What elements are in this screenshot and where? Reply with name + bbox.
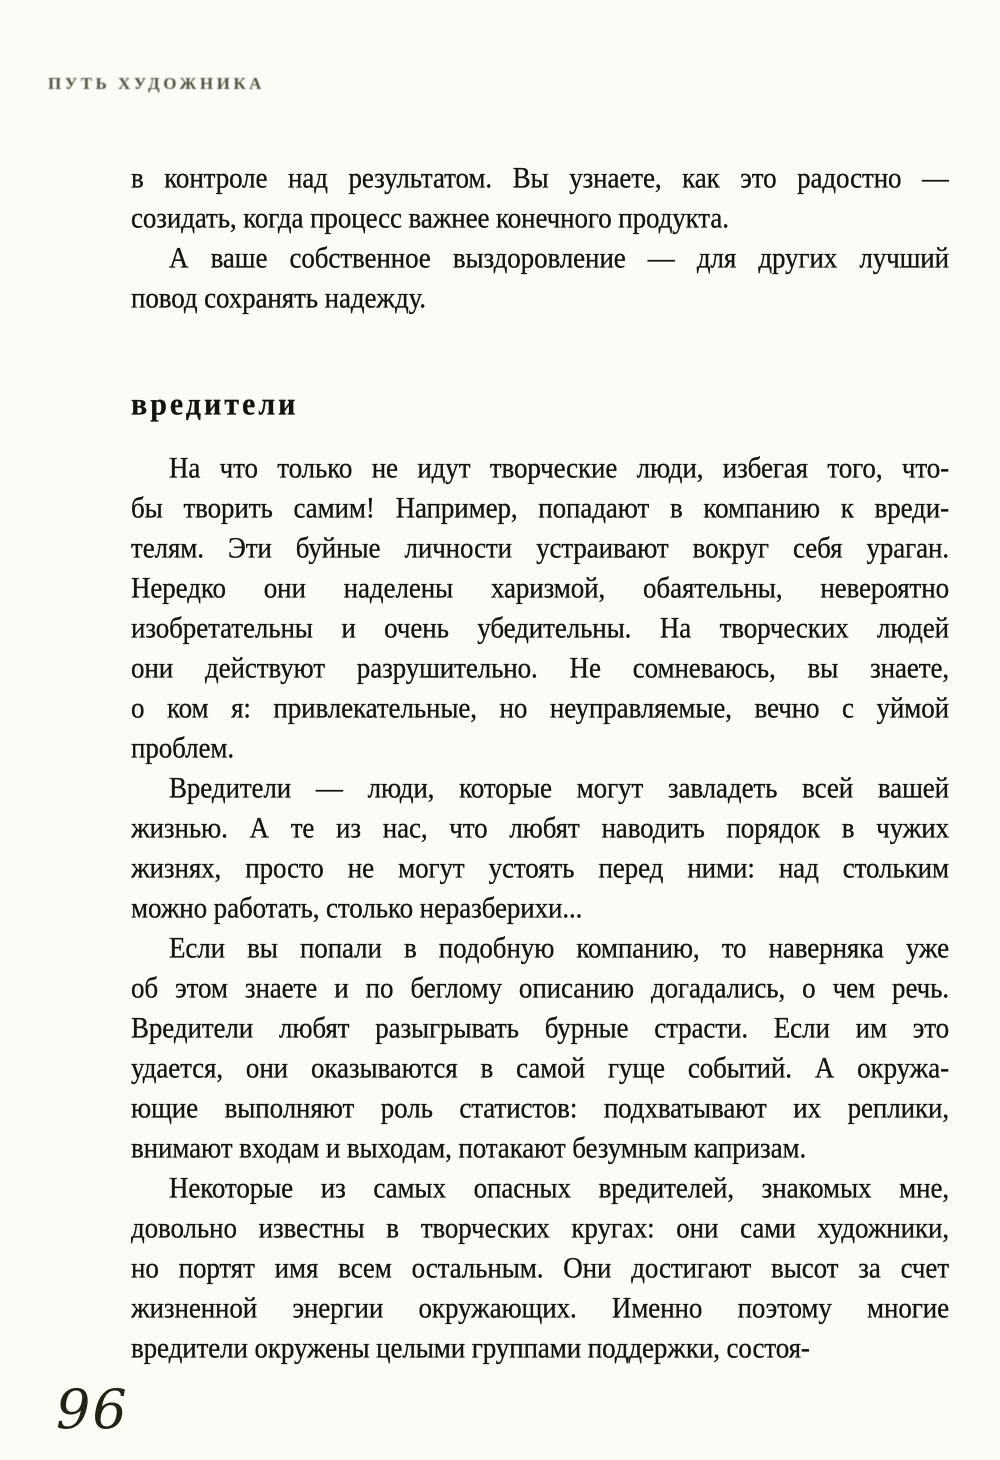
text-line: жизнях, просто не могут устоять перед ними: над стольким — [131, 851, 949, 885]
text-line: Если вы попали в подобную компанию, то наверняка уже — [169, 931, 949, 965]
text-line: созидать, когда процесс важнее конечного продукта. — [131, 201, 729, 235]
text-line: изобретательны и очень убедительны. На творческих людей — [131, 611, 949, 645]
text-line: телям. Эти буйные личности устраивают вокруг себя ураган. — [131, 531, 949, 565]
running-header: ПУТЬ ХУДОЖНИКА — [48, 74, 265, 93]
body-paragraphs — [131, 448, 949, 1368]
text-line: удается, они оказываются в самой гуще событий. А окружа- — [131, 1051, 949, 1085]
text-line: в контроле над результатом. Вы узнаете, как это радостно — — [131, 161, 949, 195]
text-line: А ваше собственное выздоровление — для других лучший — [169, 241, 949, 275]
section-heading: вредители — [131, 387, 299, 422]
text-line: довольно известны в творческих кругах: они сами художники, — [131, 1211, 949, 1245]
text-line: жизнью. А те из нас, что любят наводить порядок в чужих — [131, 811, 949, 845]
text-line: внимают входам и выходам, потакают безумным капризам. — [131, 1131, 807, 1165]
page-number: 96 — [56, 1378, 129, 1441]
paragraph — [131, 768, 949, 928]
text-line: но портят имя всем остальным. Они достигают высот за счет — [131, 1251, 949, 1285]
paragraph — [131, 928, 949, 1168]
paragraph — [131, 448, 949, 768]
text-line: ющие выполняют роль статистов: подхватывают их реплики, — [131, 1091, 949, 1125]
paragraph — [131, 238, 949, 318]
text-line: они действуют разрушительно. Не сомневаюсь, вы знаете, — [131, 651, 949, 685]
text-line: Вредители — люди, которые могут завладеть всей вашей — [169, 771, 949, 805]
text-line: вредители окружены целыми группами поддержки, состоя- — [131, 1331, 810, 1365]
text-block — [131, 158, 949, 1368]
text-line: Нередко они наделены харизмой, обаятельны, невероятно — [131, 571, 949, 605]
text-line: На что только не идут творческие люди, избегая того, что- — [169, 451, 949, 485]
text-line: об этом знаете и по беглому описанию догадались, о чем речь. — [131, 971, 949, 1005]
text-line: жизненной энергии окружающих. Именно поэтому многие — [131, 1291, 949, 1325]
text-line: можно работать, столько неразберихи... — [131, 891, 583, 925]
paragraph — [131, 158, 949, 238]
text-line: повод сохранять надежду. — [131, 281, 426, 315]
text-line: бы творить самим! Например, попадают в компанию к вреди- — [131, 491, 949, 525]
text-line: Вредители любят разыгрывать бурные страсти. Если им это — [131, 1011, 949, 1045]
intro-paragraphs — [131, 158, 949, 318]
paragraph — [131, 1168, 949, 1368]
text-line: проблем. — [131, 731, 235, 765]
text-line: Некоторые из самых опасных вредителей, знакомых мне, — [169, 1171, 949, 1205]
text-line: о ком я: привлекательные, но неуправляемые, вечно с уймой — [131, 691, 949, 725]
